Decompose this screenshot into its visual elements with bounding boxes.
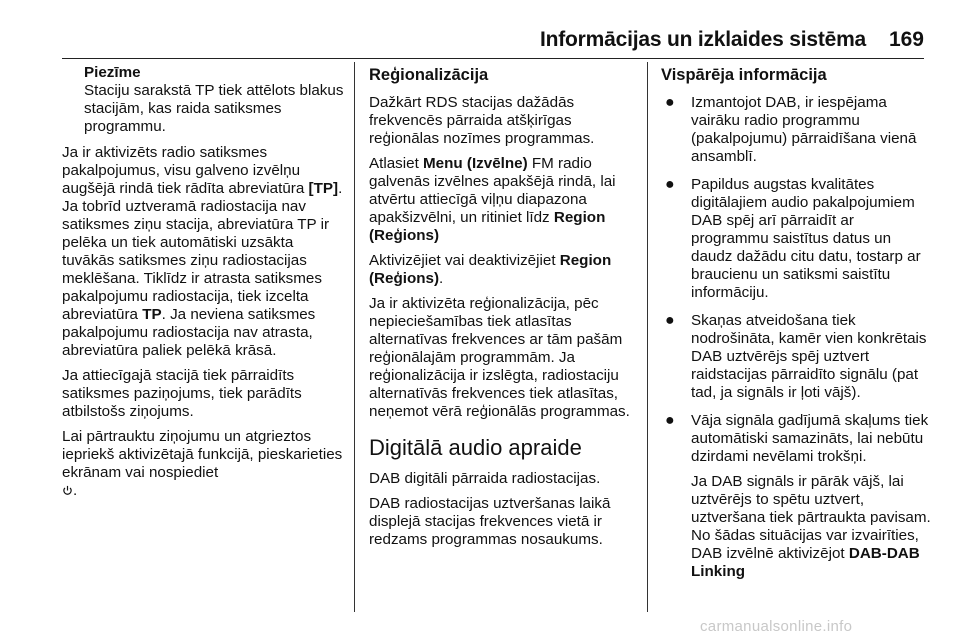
bullet-icon: ● (665, 312, 675, 329)
section-heading-dab: Digitālā audio apraide (369, 435, 582, 460)
text-span: Aktivizējiet vai deaktivizējiet (369, 252, 560, 269)
paragraph: Ja attiecīgajā stacijā tiek pārraidīts satiksmes paziņojums, tiek parādīts atbilstošs ziņojums. (62, 367, 302, 420)
text-span: . (73, 482, 78, 499)
text-span: FM radio galvenās izvēlnes apakšējā rindā, lai atvērtu attiecīgā viļņu diapazona apakšizvēlni, un ritiniet līdz (369, 155, 616, 226)
text-span: . Ja tobrīd uztveramā radiostacija nav satiksmes ziņu stacija, abreviatūra TP ir pelēka un tiek automātiski uzsākta tuvākās satiksmes ziņu radiostacijas meklēšana. Tiklīdz ir atrasta satiksmes pakalpojumu radiostacija, tiek izcelta abreviatūra (62, 180, 343, 323)
power-icon (62, 485, 73, 496)
list-item-text: Papildus augstas kvalitātes digitālajiem audio pakalpojumiem DAB spēj arī pārraidīt ar programmu saistītus datus un daudz dažādu citu datu, tostarp ar braucienu un satiksmi saistītu informāciju. (691, 176, 921, 301)
column-divider (647, 62, 648, 612)
text-span: Ja ir aktivizēts radio satiksmes pakalpojumus, visu galveno izvēlņu augšējā rindā tiek rādīta abreviatūra (62, 144, 309, 197)
watermark: carmanualsonline.info (700, 618, 853, 635)
text-span: . (439, 270, 444, 287)
list-item (661, 412, 933, 581)
list-item (661, 176, 933, 302)
list-item-text: Izmantojot DAB, ir iespējama vairāku radio programmu (pakalpojumu) pārraidīšana vienā ansamblī. (691, 94, 917, 165)
bold-term: [TP] (308, 180, 339, 197)
text-span: Lai pārtrauktu ziņojumu un atgrieztos iepriekš aktivizētajā funkcijā, pieskarieties ekrānam vai nospiediet (62, 428, 343, 481)
page-header (62, 26, 924, 59)
bold-term: Menu (Izvēlne) (423, 155, 528, 172)
list-item-text: Skaņas atveidošana tiek nodrošināta, kamēr vien konkrētais DAB uztvērējs spēj uztvert raidstacijas pārraidīto signālu (pat tad, ja signāls ir ļoti vājš). (691, 312, 927, 401)
bold-term: TP (142, 306, 162, 323)
note-title: Piezīme (84, 64, 141, 81)
bullet-icon: ● (665, 94, 675, 111)
bullet-icon: ● (665, 412, 675, 429)
column-2 (369, 64, 635, 556)
text-span: Ja DAB signāls ir pārāk vājš, lai uztvērējs to spētu uztvert, uztveršana tiek pārtraukta pavisam. No šādas situācijas var izvairīties, DAB izvēlnē aktivizējot (691, 473, 931, 562)
list-item-continuation (691, 473, 933, 581)
page-number: 169 (888, 28, 924, 51)
section-heading-regionalization: Reģionalizācija (369, 66, 489, 84)
paragraph: DAB digitāli pārraida radiostacijas. (369, 470, 601, 487)
note-box (84, 64, 344, 136)
note-text: Staciju sarakstā TP tiek attēlots blakus stacijām, kas raida satiksmes programmu. (84, 82, 344, 135)
paragraph (369, 252, 635, 288)
paragraph (369, 155, 635, 245)
bullet-icon: ● (665, 176, 675, 193)
column-divider (354, 62, 355, 612)
paragraph (62, 144, 344, 360)
bold-term: Region (Reģions) (369, 209, 606, 244)
bullet-list (661, 94, 933, 581)
text-span: Atlasiet (369, 155, 424, 172)
paragraph (62, 428, 344, 500)
list-item-text: Vāja signāla gadījumā skaļums tiek automātiski samazināts, lai nebūtu dzirdami nevēlami trokšņi. (691, 412, 929, 465)
column-3 (661, 64, 933, 591)
list-item (661, 94, 933, 166)
paragraph: DAB radiostacijas uztveršanas laikā displejā stacijas frekvences vietā ir redzams programmas nosaukums. (369, 495, 611, 548)
bold-term: Region (Reģions) (369, 252, 612, 287)
column-1 (62, 64, 344, 507)
page-title: Informācijas un izklaides sistēma (540, 28, 867, 51)
text-span: . Ja neviena satiksmes pakalpojumu radiostacija nav atrasta, abreviatūra paliek pelēkā krāsā. (62, 306, 316, 359)
paragraph: Dažkārt RDS stacijas dažādās frekvencēs pārraida atšķirīgas reģionālas nozīmes programmas. (369, 94, 595, 147)
list-item (661, 312, 933, 402)
paragraph: Ja ir aktivizēta reģionalizācija, pēc nepieciešamības tiek atlasītas alternatīvas frekvences ar tām pašām reģionālajām programmām. Ja reģionalizācija ir izslēgta, radiostaciju alternatīvās frekvences tiek atlasītas, neņemot vērā reģionālās programmas. (369, 295, 630, 420)
section-heading-general-info: Vispārēja informācija (661, 66, 827, 84)
bold-term: DAB-DAB Linking (691, 545, 920, 580)
